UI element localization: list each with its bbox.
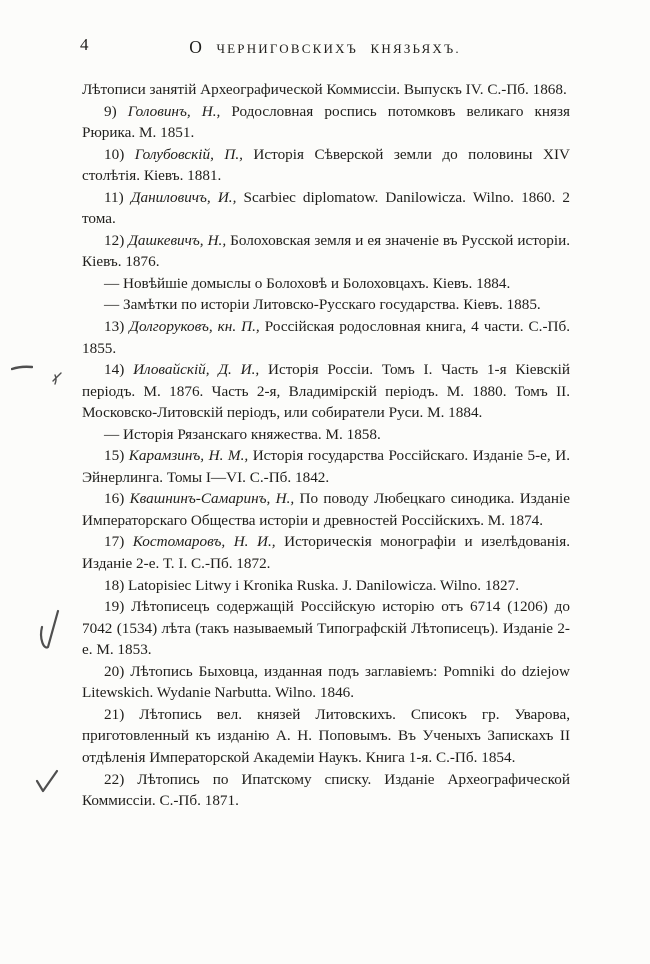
entry-text: Лѣтопись Быховца, изданная подъ заглавіемъ: Pomniki do dziejow Litewskich. Wydanie Narbutta. Wilno. 1846. (82, 662, 570, 702)
entry-author: Голубовскій, П., (134, 145, 243, 163)
bibliography-entry (82, 79, 570, 101)
bibliography-entry (82, 445, 570, 488)
entry-number: — (104, 425, 120, 443)
entry-number: 18) (104, 576, 125, 594)
bibliography-entry (82, 596, 570, 661)
entry-number: 11) (104, 188, 124, 206)
entry-text: Болоховская земля и ея значеніе въ Русской исторіи. Кіевъ. 1876. (82, 231, 571, 271)
entry-text: Россійская родословная книга, 4 части. С.-Пб. 1855. (82, 318, 571, 357)
entry-text: Latopisiec Litwy i Kronika Ruska. J. Danilowicza. Wilno. 1827. (128, 576, 520, 594)
entry-number: 22) (104, 770, 125, 788)
bibliography-entry (82, 294, 570, 316)
bibliography-entry (82, 661, 570, 704)
entry-number: 10) (104, 145, 125, 163)
entry-text: Исторія Россіи. Томъ I. Часть 1-я Кіевскій періодъ. М. 1876. Часть 2-я, Владимірскій періодъ. М. 1880. Томъ II. Московско-Литовскій періодъ, или собиратели Руси. М. 1884. (82, 361, 571, 422)
entry-number: — (104, 274, 120, 292)
entry-author: Даниловичъ, И., (130, 188, 237, 206)
entry-text: Родословная роспись потомковъ великаго князя Рюрика. М. 1851. (82, 102, 571, 142)
entry-author: Иловайскій, Д. И., (133, 361, 260, 379)
entry-author: Карамзинъ, Н. М., (128, 447, 249, 465)
bibliography-list (82, 79, 570, 812)
entry-number: 9) (104, 102, 117, 120)
bibliography-entry (82, 424, 570, 446)
bibliography-entry (82, 704, 570, 769)
entry-text: По поводу Любецкаго синодика. Изданіе Императорскаго Общества исторіи и древностей Россійскихъ. М. 1874. (82, 490, 570, 529)
entry-number: 14) (104, 361, 125, 379)
entry-text: Замѣтки по исторіи Литовско-Русскаго государства. Кіевъ. 1885. (122, 296, 541, 314)
pencil-dash-icon (11, 364, 33, 372)
entry-number: 21) (104, 705, 125, 723)
entry-author: Долгоруковъ, кн. П., (129, 318, 260, 336)
entry-text: Лѣтописи занятій Археографической Коммиссіи. Выпускъ IV. С.-Пб. 1868. (82, 81, 567, 98)
entry-text: Исторія государства Россійскаго. Изданіе 5-е, И. Эйнерлинга. Томы I—VI. С.-Пб. 1842. (82, 447, 571, 486)
running-title: О ЧЕРНИГОВСКИХЪ КНЯЗЬЯХЪ. (189, 37, 461, 57)
entry-text: Исторія Сѣверской земли до половины XIV столѣтія. Кіевъ. 1881. (82, 145, 570, 185)
entry-author: Дашкевичъ, Н., (128, 231, 227, 249)
entry-text: Лѣтопись по Ипатскому списку. Изданіе Археографической Коммиссіи. С.-Пб. 1871. (82, 770, 570, 810)
bibliography-entry (82, 769, 570, 812)
entry-text: Лѣтопись вел. князей Литовскихъ. Списокъ гр. Уварова, приготовленный къ изданію А. Н. Поповымъ. Въ Ученыхъ Запискахъ II отдѣленія Императорской Академіи Наукъ. Книга 1-я. С.-Пб. 1854. (82, 705, 570, 766)
entry-author: Костомаровъ, Н. И., (132, 533, 276, 551)
pencil-checkmark-icon (39, 609, 61, 653)
entry-text: Историческія монографіи и изелѣдованія. Изданіе 2-е. Т. I. С.-Пб. 1872. (82, 533, 570, 573)
bibliography-entry (82, 230, 570, 273)
entry-author: Квашнинъ-Самаринъ, Н., (129, 490, 295, 508)
bibliography-entry (82, 359, 570, 424)
bibliography-entry (82, 316, 570, 359)
entry-text: Scarbiec diplomatow. Danilowicza. Wilno. 1860. 2 тома. (82, 188, 570, 228)
entry-number: 17) (104, 533, 125, 551)
entry-text: Исторія Рязанскаго княжества. М. 1858. (122, 425, 381, 443)
pencil-checkmark-icon (35, 769, 59, 794)
page-number: 4 (80, 35, 89, 54)
entry-number: — (104, 296, 120, 314)
entry-number: 20) (104, 662, 125, 680)
entry-text: Новѣйшіе домыслы о Болоховѣ и Болоховцахъ. Кіевъ. 1884. (122, 274, 511, 292)
pencil-squiggle-icon (51, 371, 63, 387)
bibliography-entry (82, 187, 570, 230)
entry-author: Головинъ, Н., (127, 102, 221, 120)
bibliography-entry (82, 144, 570, 187)
entry-number: 19) (104, 598, 125, 616)
bibliography-entry (82, 101, 570, 144)
bibliography-entry (82, 531, 570, 574)
entry-number: 15) (104, 447, 125, 465)
entry-number: 16) (104, 490, 125, 508)
bibliography-entry (82, 273, 570, 295)
bibliography-entry (82, 488, 570, 531)
entry-number: 13) (104, 318, 125, 336)
entry-text: Лѣтописецъ содержащій Россійскую исторію отъ 6714 (1206) до 7042 (1534) лѣта (такъ называемый Типографскій Лѣтописецъ). Изданіе 2-е. М. 1853. (82, 598, 571, 659)
bibliography-entry (82, 575, 570, 597)
entry-number: 12) (104, 231, 125, 249)
